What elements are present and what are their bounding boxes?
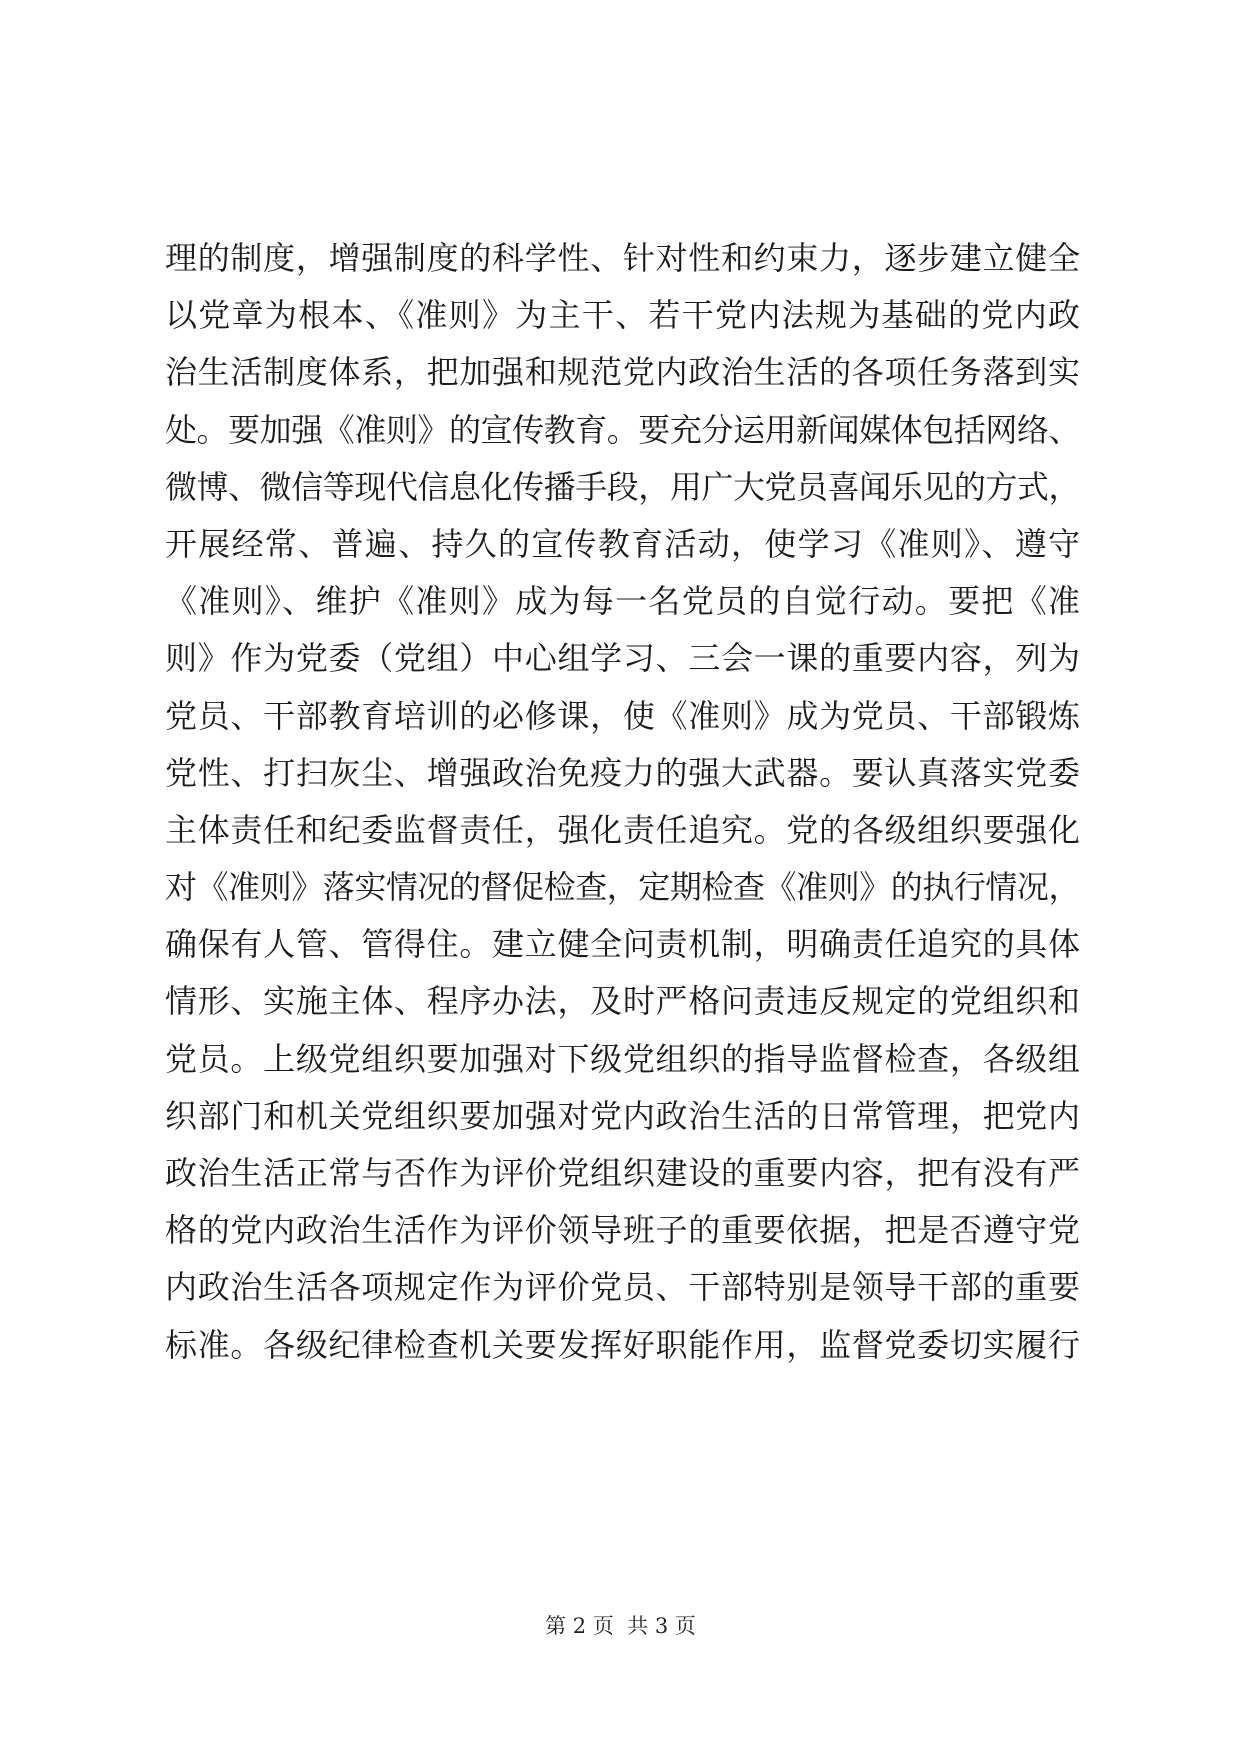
text-line: 确保有人管、管得住。建立健全问责机制，明确责任追究的具体 — [165, 925, 1080, 964]
text-line: 处。要加强《准则》的宣传教育。要充分运用新闻媒体包括网络、 — [165, 410, 1080, 449]
text-line: 党性、打扫灰尘、增强政治免疫力的强大武器。要认真落实党委 — [165, 753, 1080, 792]
text-line: 格的党内政治生活作为评价领导班子的重要依据，把是否遵守党 — [165, 1211, 1080, 1250]
text-line: 织部门和机关党组织要加强对党内政治生活的日常管理，把党内 — [165, 1096, 1080, 1135]
text-line: 对《准则》落实情况的督促检查，定期检查《准则》的执行情况， — [165, 868, 1080, 907]
text-line: 内政治生活各项规定作为评价党员、干部特别是领导干部的重要 — [165, 1268, 1080, 1307]
page-footer — [0, 1610, 1241, 1640]
text-line: 开展经常、普遍、持久的宣传教育活动，使学习《准则》、遵守 — [165, 524, 1080, 563]
text-line: 政治生活正常与否作为评价党组织建设的重要内容，把有没有严 — [165, 1154, 1080, 1192]
text-line: 《准则》、维护《准则》成为每一名党员的自觉行动。要把《准 — [165, 582, 1080, 621]
text-line: 治生活制度体系，把加强和规范党内政治生活的各项任务落到实 — [165, 353, 1080, 392]
text-line: 理的制度，增强制度的科学性、针对性和约束力，逐步建立健全 — [165, 239, 1080, 277]
body-text — [165, 230, 1080, 1374]
text-line: 主体责任和纪委监督责任，强化责任追究。党的各级组织要强化 — [165, 810, 1080, 849]
text-line: 微博、微信等现代信息化传播手段，用广大党员喜闻乐见的方式， — [165, 467, 1080, 506]
text-line: 情形、实施主体、程序办法，及时严格问责违反规定的党组织和 — [165, 982, 1080, 1021]
text-line: 党员、干部教育培训的必修课，使《准则》成为党员、干部锻炼 — [165, 696, 1080, 735]
text-line: 则》作为党委（党组）中心组学习、三会一课的重要内容，列为 — [165, 639, 1080, 678]
page-number-label: 第 2 页 共 3 页 — [545, 1614, 696, 1638]
text-line: 党员。上级党组织要加强对下级党组织的指导监督检查，各级组 — [165, 1039, 1080, 1078]
text-line: 以党章为根本、《准则》为主干、若干党内法规为基础的党内政 — [165, 296, 1080, 335]
text-line: 标准。各级纪律检查机关要发挥好职能作用，监督党委切实履行 — [165, 1325, 1080, 1364]
